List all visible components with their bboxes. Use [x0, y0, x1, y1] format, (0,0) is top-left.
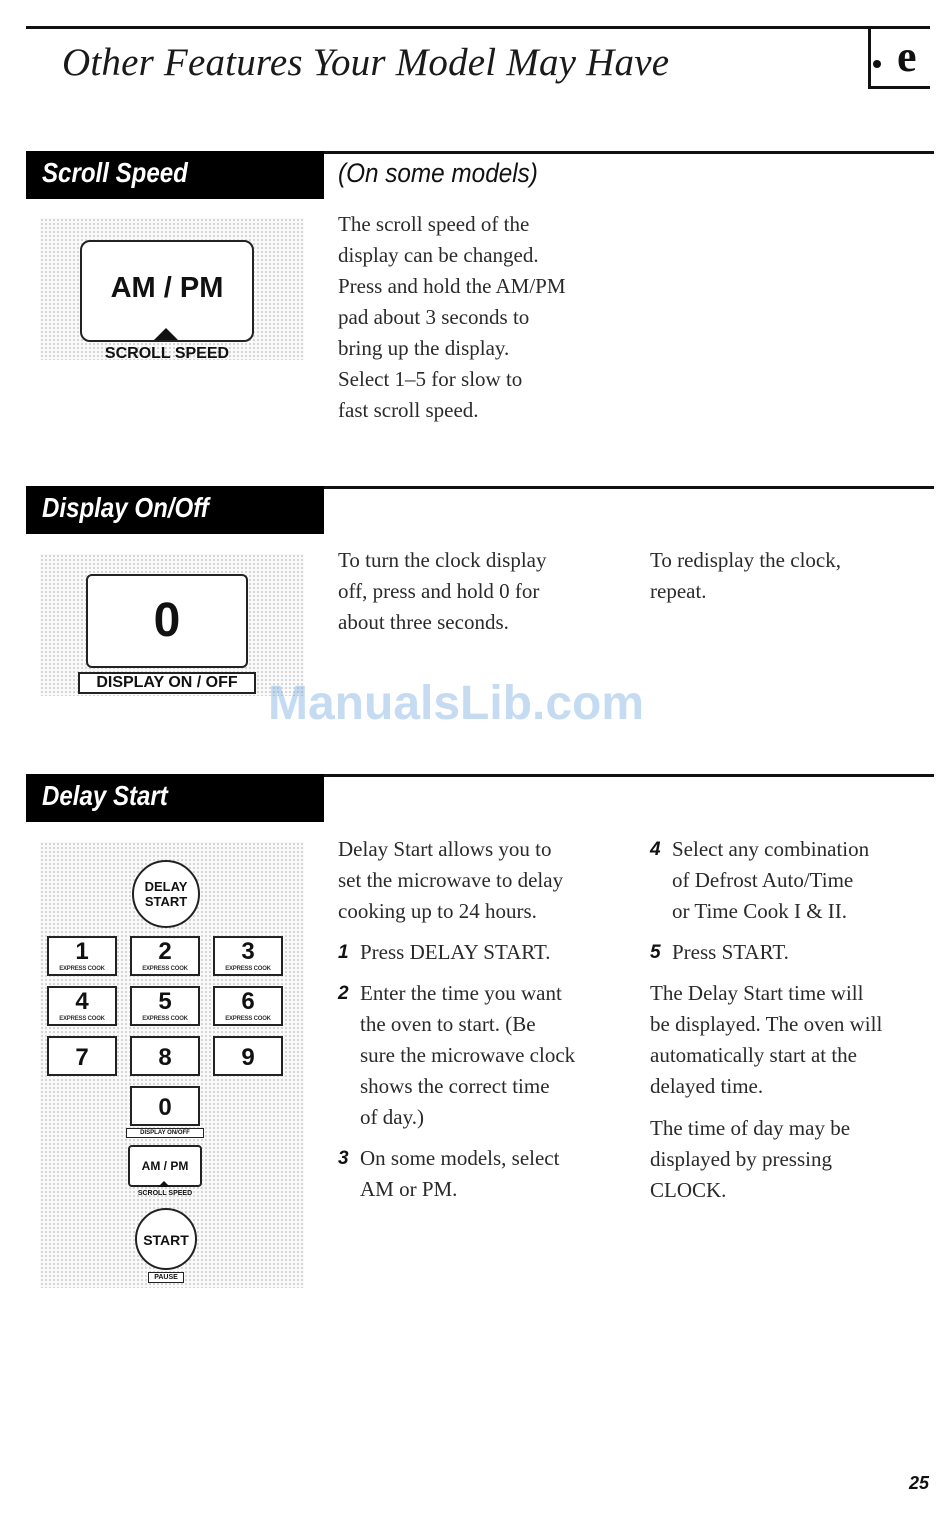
key-5: 5 EXPRESS COOK	[130, 986, 200, 1026]
step-number: 2	[338, 983, 349, 1004]
scroll-speed-text	[338, 209, 628, 426]
tab-dot-icon	[873, 60, 881, 68]
step-number: 4	[650, 839, 661, 860]
display-onoff-heading: Display On/Off	[42, 492, 209, 523]
step-1	[338, 937, 628, 968]
pointer-triangle-icon	[154, 328, 178, 340]
text-line: of Defrost Auto/Time	[672, 868, 854, 892]
text-line: shows the correct time	[360, 1074, 550, 1098]
text-line: AM or PM.	[360, 1177, 458, 1201]
text-line: Select 1–5 for slow to	[338, 367, 523, 391]
text-line: set the microwave to delay	[338, 868, 564, 892]
start-key-caption: PAUSE	[148, 1272, 184, 1283]
display-onoff-text-col1	[338, 545, 628, 638]
delay-start-key-label-2: START	[144, 894, 188, 909]
text-line: fast scroll speed.	[338, 398, 479, 422]
step-number: 3	[338, 1148, 349, 1169]
text-line: the oven to start. (Be	[360, 1012, 536, 1036]
key-0: 0	[130, 1086, 200, 1126]
delay-start-rule	[324, 774, 934, 777]
text-line: Press and hold the AM/PM	[338, 274, 566, 298]
zero-pad-caption: DISPLAY ON / OFF	[78, 672, 256, 694]
key-6: 6 EXPRESS COOK	[213, 986, 283, 1026]
key-ampm-caption: SCROLL SPEED	[137, 1190, 193, 1197]
key-9: 9	[213, 1036, 283, 1076]
delay-start-text-col2	[650, 834, 935, 1206]
scroll-speed-heading-bar	[26, 151, 324, 199]
display-onoff-heading-bar	[26, 486, 324, 534]
delay-start-text-col1	[338, 834, 628, 1205]
text-line: bring up the display.	[338, 336, 510, 360]
start-key: START	[135, 1208, 197, 1270]
page-title: Other Features Your Model May Have	[62, 41, 670, 84]
ampm-pad-caption: SCROLL SPEED	[104, 345, 230, 362]
delay-start-key-label-1: DELAY	[144, 879, 188, 894]
step-4	[650, 834, 935, 927]
key-3: 3 EXPRESS COOK	[213, 936, 283, 976]
text-line: repeat.	[650, 579, 707, 603]
step-3	[338, 1143, 628, 1205]
page-number: 25	[909, 1473, 930, 1493]
top-rule	[26, 26, 930, 29]
key-7: 7	[47, 1036, 117, 1076]
text-line: Enter the time you want	[360, 981, 562, 1005]
text-line: Press DELAY START.	[360, 940, 551, 964]
text-line: about three seconds.	[338, 610, 509, 634]
chapter-tab	[868, 29, 930, 89]
step-2	[338, 978, 628, 1133]
delay-start-heading-bar	[26, 774, 324, 822]
delay-start-keypad-illustration	[40, 842, 304, 1288]
delay-start-key	[132, 860, 200, 928]
key-2: 2 EXPRESS COOK	[130, 936, 200, 976]
zero-pad-label: 0	[153, 594, 181, 647]
scroll-speed-pad-illustration	[40, 218, 304, 360]
text-line: The scroll speed of the	[338, 212, 530, 236]
text-line: To redisplay the clock,	[650, 548, 841, 572]
delay-start-result-paragraph	[650, 978, 935, 1102]
step-5	[650, 937, 935, 968]
key-ampm: AM / PM	[128, 1145, 202, 1187]
key-8: 8	[130, 1036, 200, 1076]
text-line: pad about 3 seconds to	[338, 305, 530, 329]
text-line: sure the microwave clock	[360, 1043, 576, 1067]
text-line: Press START.	[672, 940, 789, 964]
delay-start-heading: Delay Start	[42, 780, 168, 811]
step-number: 1	[338, 942, 349, 963]
watermark: ManualsLib.com	[268, 677, 645, 730]
text-line: of day.)	[360, 1105, 424, 1129]
tab-letter: e	[897, 32, 917, 81]
text-line: cooking up to 24 hours.	[338, 899, 537, 923]
text-line: Select any combination	[672, 837, 870, 861]
text-line: To turn the clock display	[338, 548, 547, 572]
text-line: displayed by pressing	[650, 1147, 832, 1171]
key-0-caption: DISPLAY ON/OFF	[126, 1128, 204, 1138]
text-line: automatically start at the	[650, 1043, 858, 1067]
key-4: 4 EXPRESS COOK	[47, 986, 117, 1026]
text-line: On some models, select	[360, 1146, 560, 1170]
text-line: off, press and hold 0 for	[338, 579, 540, 603]
display-onoff-pad-illustration	[40, 554, 304, 696]
text-line: or Time Cook I & II.	[672, 899, 848, 923]
scroll-speed-heading: Scroll Speed	[42, 157, 188, 188]
text-line: The time of day may be	[650, 1116, 851, 1140]
display-onoff-text-col2	[650, 545, 930, 607]
zero-pad	[86, 574, 248, 668]
text-line: The Delay Start time will	[650, 981, 864, 1005]
text-line: delayed time.	[650, 1074, 764, 1098]
pointer-triangle-icon	[158, 1181, 170, 1187]
delay-start-clock-paragraph	[650, 1113, 935, 1206]
display-onoff-rule	[324, 486, 934, 489]
ampm-pad	[80, 240, 254, 342]
scroll-speed-subheading: (On some models)	[338, 158, 538, 188]
scroll-speed-rule	[324, 151, 934, 154]
text-line: CLOCK.	[650, 1178, 727, 1202]
key-1: 1 EXPRESS COOK	[47, 936, 117, 976]
text-line: be displayed. The oven will	[650, 1012, 883, 1036]
text-line: Delay Start allows you to	[338, 837, 552, 861]
ampm-pad-label: AM / PM	[110, 272, 224, 304]
text-line: display can be changed.	[338, 243, 539, 267]
step-number: 5	[650, 942, 661, 963]
